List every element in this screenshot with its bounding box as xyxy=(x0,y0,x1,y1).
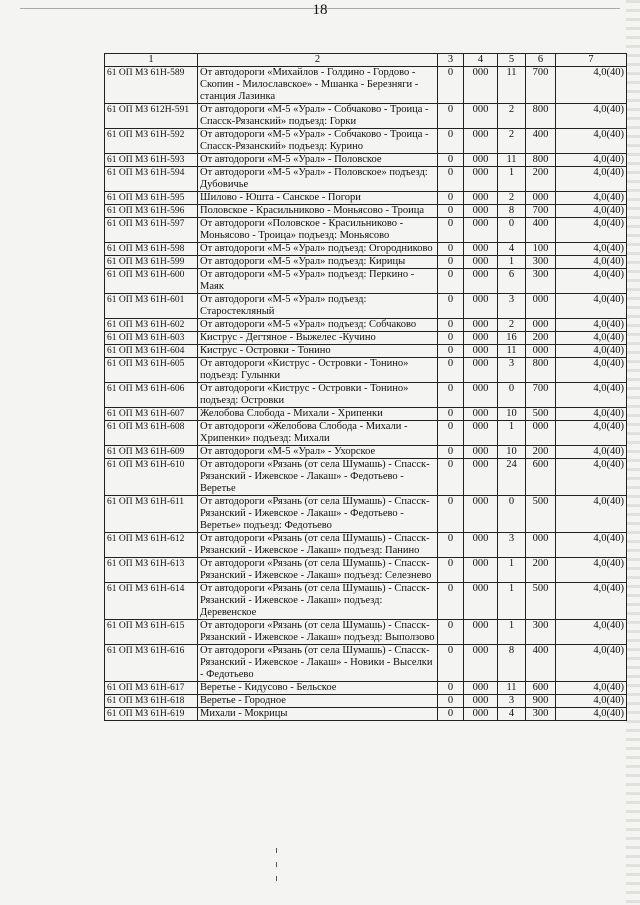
value-cell: 0 xyxy=(438,620,464,645)
value-cell: 0 xyxy=(438,459,464,496)
road-name-cell: От автодороги «Рязань (от села Шумашь) - Спасск-Рязанский - Ижевское - Лакаш» подъезд: Селезнево xyxy=(198,558,438,583)
column-header: 7 xyxy=(556,54,627,67)
column-header: 3 xyxy=(438,54,464,67)
km-cell: 11 xyxy=(498,682,526,695)
road-name-cell: От автодороги «М-5 «Урал» подъезд: Кирицы xyxy=(198,256,438,269)
table-row xyxy=(105,67,627,104)
page-number: 18 xyxy=(312,2,328,18)
category-cell: 4,0(40) xyxy=(556,269,627,294)
road-code-cell: 61 ОП МЗ 61Н-593 xyxy=(105,154,198,167)
road-name-cell: Киструс - Островки - Тонино xyxy=(198,345,438,358)
value-cell: 0 xyxy=(438,446,464,459)
column-header: 2 xyxy=(198,54,438,67)
value-cell: 0 xyxy=(438,583,464,620)
value-cell: 000 xyxy=(464,645,498,682)
road-code-cell: 61 ОП МЗ 61Н-599 xyxy=(105,256,198,269)
road-code-cell: 61 ОП МЗ 61Н-601 xyxy=(105,294,198,319)
road-code-cell: 61 ОП МЗ 61Н-607 xyxy=(105,408,198,421)
value-cell: 000 xyxy=(464,104,498,129)
value-cell: 0 xyxy=(438,695,464,708)
road-code-cell: 61 ОП МЗ 61Н-619 xyxy=(105,708,198,721)
category-cell: 4,0(40) xyxy=(556,708,627,721)
value-cell: 0 xyxy=(438,533,464,558)
category-cell: 4,0(40) xyxy=(556,167,627,192)
road-code-cell: 61 ОП МЗ 61Н-613 xyxy=(105,558,198,583)
value-cell: 0 xyxy=(438,421,464,446)
category-cell: 4,0(40) xyxy=(556,558,627,583)
road-code-cell: 61 ОП МЗ 61Н-604 xyxy=(105,345,198,358)
value-cell: 000 xyxy=(464,67,498,104)
km-cell: 1 xyxy=(498,558,526,583)
value-cell: 0 xyxy=(438,645,464,682)
category-cell: 4,0(40) xyxy=(556,256,627,269)
km-cell: 10 xyxy=(498,408,526,421)
value-cell: 0 xyxy=(438,319,464,332)
road-code-cell: 61 ОП МЗ 61Н-605 xyxy=(105,358,198,383)
km-cell: 2 xyxy=(498,319,526,332)
value-cell: 0 xyxy=(438,129,464,154)
road-name-cell: От автодороги «М-5 «Урал» подъезд: Огородниково xyxy=(198,243,438,256)
road-name-cell: От автодороги «Киструс - Островки - Тонино» подъезд: Островки xyxy=(198,383,438,408)
road-name-cell: От автодороги «М-5 «Урал» - Половское xyxy=(198,154,438,167)
road-name-cell: От автодороги «М-5 «Урал» - Собчаково - Троица - Спасск-Рязанский» подъезд: Курино xyxy=(198,129,438,154)
meters-cell: 800 xyxy=(526,154,556,167)
km-cell: 1 xyxy=(498,256,526,269)
scan-mark xyxy=(276,876,277,881)
meters-cell: 400 xyxy=(526,129,556,154)
road-code-cell: 61 ОП МЗ 61Н-617 xyxy=(105,682,198,695)
road-name-cell: От автодороги «Рязань (от села Шумашь) - Спасск-Рязанский - Ижевское - Лакаш» подъезд: Выползово xyxy=(198,620,438,645)
road-name-cell: Шилово - Юшта - Санское - Погори xyxy=(198,192,438,205)
km-cell: 2 xyxy=(498,104,526,129)
road-code-cell: 61 ОП МЗ 61Н-618 xyxy=(105,695,198,708)
category-cell: 4,0(40) xyxy=(556,358,627,383)
value-cell: 0 xyxy=(438,408,464,421)
roads-table xyxy=(104,53,627,721)
value-cell: 0 xyxy=(438,67,464,104)
table-row xyxy=(105,358,627,383)
meters-cell: 300 xyxy=(526,256,556,269)
meters-cell: 600 xyxy=(526,682,556,695)
road-name-cell: Михали - Мокрицы xyxy=(198,708,438,721)
scan-mark xyxy=(276,862,277,867)
meters-cell: 700 xyxy=(526,383,556,408)
km-cell: 3 xyxy=(498,358,526,383)
km-cell: 2 xyxy=(498,129,526,154)
scan-mark xyxy=(276,848,277,853)
road-code-cell: 61 ОП МЗ 61Н-616 xyxy=(105,645,198,682)
road-name-cell: Половское - Красильниково - Моньясово - Троица xyxy=(198,205,438,218)
road-name-cell: От автодороги «М-5 «Урал» - Собчаково - Троица - Спасск-Рязанский» подъезд: Горки xyxy=(198,104,438,129)
value-cell: 000 xyxy=(464,558,498,583)
km-cell: 1 xyxy=(498,620,526,645)
road-code-cell: 61 ОП МЗ 61Н-592 xyxy=(105,129,198,154)
km-cell: 24 xyxy=(498,459,526,496)
table-row xyxy=(105,256,627,269)
category-cell: 4,0(40) xyxy=(556,383,627,408)
value-cell: 000 xyxy=(464,459,498,496)
km-cell: 4 xyxy=(498,243,526,256)
value-cell: 0 xyxy=(438,192,464,205)
road-name-cell: От автодороги «Рязань (от села Шумашь) - Спасск-Рязанский - Ижевское - Лакаш» подъезд: Деревенское xyxy=(198,583,438,620)
category-cell: 4,0(40) xyxy=(556,695,627,708)
road-code-cell: 61 ОП МЗ 61Н-603 xyxy=(105,332,198,345)
value-cell: 0 xyxy=(438,558,464,583)
meters-cell: 100 xyxy=(526,243,556,256)
km-cell: 0 xyxy=(498,496,526,533)
table-row xyxy=(105,243,627,256)
road-code-cell: 61 ОП МЗ 61Н-602 xyxy=(105,319,198,332)
category-cell: 4,0(40) xyxy=(556,294,627,319)
road-code-cell: 61 ОП МЗ 61Н-608 xyxy=(105,421,198,446)
table-row xyxy=(105,682,627,695)
value-cell: 0 xyxy=(438,167,464,192)
table-row xyxy=(105,294,627,319)
meters-cell: 400 xyxy=(526,218,556,243)
road-code-cell: 61 ОП МЗ 61Н-598 xyxy=(105,243,198,256)
meters-cell: 700 xyxy=(526,67,556,104)
value-cell: 000 xyxy=(464,256,498,269)
table-row xyxy=(105,558,627,583)
road-name-cell: От автодороги «М-5 «Урал» подъезд: Перкино - Маяк xyxy=(198,269,438,294)
value-cell: 0 xyxy=(438,256,464,269)
table-row xyxy=(105,345,627,358)
road-name-cell: От автодороги «М-5 «Урал» подъезд: Собчаково xyxy=(198,319,438,332)
km-cell: 3 xyxy=(498,695,526,708)
value-cell: 0 xyxy=(438,218,464,243)
meters-cell: 200 xyxy=(526,446,556,459)
table-row xyxy=(105,383,627,408)
category-cell: 4,0(40) xyxy=(556,620,627,645)
km-cell: 11 xyxy=(498,67,526,104)
road-code-cell: 61 ОП МЗ 61Н-597 xyxy=(105,218,198,243)
table-row xyxy=(105,421,627,446)
category-cell: 4,0(40) xyxy=(556,332,627,345)
table-row xyxy=(105,129,627,154)
km-cell: 8 xyxy=(498,205,526,218)
road-code-cell: 61 ОП МЗ 61Н-612 xyxy=(105,533,198,558)
meters-cell: 300 xyxy=(526,269,556,294)
table-row xyxy=(105,620,627,645)
km-cell: 3 xyxy=(498,294,526,319)
category-cell: 4,0(40) xyxy=(556,345,627,358)
road-name-cell: От автодороги «Желобова Слобода - Михали - Хрипенки» подъезд: Михали xyxy=(198,421,438,446)
table-row xyxy=(105,695,627,708)
road-code-cell: 61 ОП МЗ 61Н-610 xyxy=(105,459,198,496)
road-name-cell: От автодороги «М-5 «Урал» подъезд: Старостекляный xyxy=(198,294,438,319)
column-header: 5 xyxy=(498,54,526,67)
road-name-cell: Веретье - Кидусово - Бельское xyxy=(198,682,438,695)
meters-cell: 500 xyxy=(526,496,556,533)
meters-cell: 000 xyxy=(526,294,556,319)
road-name-cell: От автодороги «М-5 «Урал» - Ухорское xyxy=(198,446,438,459)
road-code-cell: 61 ОП МЗ 61Н-615 xyxy=(105,620,198,645)
column-header: 1 xyxy=(105,54,198,67)
meters-cell: 000 xyxy=(526,421,556,446)
value-cell: 000 xyxy=(464,167,498,192)
meters-cell: 200 xyxy=(526,167,556,192)
road-code-cell: 61 ОП МЗ 61Н-606 xyxy=(105,383,198,408)
category-cell: 4,0(40) xyxy=(556,421,627,446)
category-cell: 4,0(40) xyxy=(556,205,627,218)
km-cell: 11 xyxy=(498,345,526,358)
table-row xyxy=(105,319,627,332)
value-cell: 0 xyxy=(438,332,464,345)
km-cell: 0 xyxy=(498,218,526,243)
value-cell: 000 xyxy=(464,243,498,256)
meters-cell: 800 xyxy=(526,104,556,129)
km-cell: 16 xyxy=(498,332,526,345)
value-cell: 000 xyxy=(464,408,498,421)
value-cell: 000 xyxy=(464,358,498,383)
category-cell: 4,0(40) xyxy=(556,533,627,558)
value-cell: 0 xyxy=(438,682,464,695)
value-cell: 000 xyxy=(464,620,498,645)
road-name-cell: От автодороги «Рязань (от села Шумашь) - Спасск-Рязанский - Ижевское - Лакаш» подъезд: Панино xyxy=(198,533,438,558)
value-cell: 000 xyxy=(464,294,498,319)
value-cell: 0 xyxy=(438,294,464,319)
category-cell: 4,0(40) xyxy=(556,192,627,205)
road-code-cell: 61 ОП МЗ 61Н-609 xyxy=(105,446,198,459)
road-code-cell: 61 ОП МЗ 61Н-614 xyxy=(105,583,198,620)
value-cell: 0 xyxy=(438,496,464,533)
km-cell: 1 xyxy=(498,167,526,192)
value-cell: 000 xyxy=(464,192,498,205)
table-row xyxy=(105,218,627,243)
table-row xyxy=(105,645,627,682)
table-row xyxy=(105,205,627,218)
category-cell: 4,0(40) xyxy=(556,218,627,243)
meters-cell: 500 xyxy=(526,408,556,421)
km-cell: 11 xyxy=(498,154,526,167)
value-cell: 0 xyxy=(438,154,464,167)
km-cell: 1 xyxy=(498,583,526,620)
value-cell: 000 xyxy=(464,708,498,721)
table-row xyxy=(105,269,627,294)
meters-cell: 000 xyxy=(526,345,556,358)
table-header-row xyxy=(105,54,627,67)
table-row xyxy=(105,583,627,620)
meters-cell: 400 xyxy=(526,645,556,682)
km-cell: 4 xyxy=(498,708,526,721)
road-name-cell: От автодороги «М-5 «Урал» - Половское» подъезд: Дубовичье xyxy=(198,167,438,192)
value-cell: 000 xyxy=(464,154,498,167)
km-cell: 1 xyxy=(498,421,526,446)
meters-cell: 300 xyxy=(526,620,556,645)
road-name-cell: От автодороги «Рязань (от села Шумашь) - Спасск-Рязанский - Ижевское - Лакаш» - Федотьево - Веретье» подъезд: Федотьево xyxy=(198,496,438,533)
value-cell: 000 xyxy=(464,421,498,446)
road-name-cell: От автодороги «Рязань (от села Шумашь) - Спасск-Рязанский - Ижевское - Лакаш» - Федотьево - Веретье xyxy=(198,459,438,496)
value-cell: 0 xyxy=(438,269,464,294)
value-cell: 000 xyxy=(464,332,498,345)
road-name-cell: От автодороги «Михайлов - Голдино - Гордово - Скопин - Милославское» - Мшанка - Березняги - станция Лазинка xyxy=(198,67,438,104)
value-cell: 000 xyxy=(464,583,498,620)
category-cell: 4,0(40) xyxy=(556,645,627,682)
table-row xyxy=(105,459,627,496)
table-row xyxy=(105,192,627,205)
road-code-cell: 61 ОП МЗ 612Н-591 xyxy=(105,104,198,129)
table-row xyxy=(105,154,627,167)
category-cell: 4,0(40) xyxy=(556,154,627,167)
value-cell: 000 xyxy=(464,533,498,558)
meters-cell: 700 xyxy=(526,205,556,218)
table-row xyxy=(105,408,627,421)
table-row xyxy=(105,104,627,129)
meters-cell: 000 xyxy=(526,533,556,558)
value-cell: 000 xyxy=(464,446,498,459)
value-cell: 000 xyxy=(464,695,498,708)
category-cell: 4,0(40) xyxy=(556,129,627,154)
meters-cell: 000 xyxy=(526,192,556,205)
road-name-cell: От автодороги «Киструс - Островки - Тонино» подъезд: Гулынки xyxy=(198,358,438,383)
km-cell: 6 xyxy=(498,269,526,294)
road-code-cell: 61 ОП МЗ 61Н-600 xyxy=(105,269,198,294)
road-code-cell: 61 ОП МЗ 61Н-594 xyxy=(105,167,198,192)
value-cell: 0 xyxy=(438,383,464,408)
value-cell: 0 xyxy=(438,205,464,218)
road-name-cell: Веретье - Городное xyxy=(198,695,438,708)
road-code-cell: 61 ОП МЗ 61Н-595 xyxy=(105,192,198,205)
road-name-cell: От автодороги «Половское - Красильниково - Моньясово - Троица» подъезд: Моньясово xyxy=(198,218,438,243)
km-cell: 2 xyxy=(498,192,526,205)
category-cell: 4,0(40) xyxy=(556,408,627,421)
value-cell: 0 xyxy=(438,345,464,358)
value-cell: 0 xyxy=(438,708,464,721)
km-cell: 3 xyxy=(498,533,526,558)
km-cell: 8 xyxy=(498,645,526,682)
column-header: 6 xyxy=(526,54,556,67)
meters-cell: 200 xyxy=(526,558,556,583)
meters-cell: 600 xyxy=(526,459,556,496)
category-cell: 4,0(40) xyxy=(556,104,627,129)
meters-cell: 000 xyxy=(526,319,556,332)
category-cell: 4,0(40) xyxy=(556,682,627,695)
road-name-cell: Желобова Слобода - Михали - Хрипенки xyxy=(198,408,438,421)
category-cell: 4,0(40) xyxy=(556,243,627,256)
value-cell: 0 xyxy=(438,243,464,256)
column-header: 4 xyxy=(464,54,498,67)
value-cell: 000 xyxy=(464,345,498,358)
table-row xyxy=(105,332,627,345)
road-name-cell: От автодороги «Рязань (от села Шумашь) - Спасск-Рязанский - Ижевское - Лакаш» - Новики - Выселки - Федотьево xyxy=(198,645,438,682)
value-cell: 000 xyxy=(464,682,498,695)
category-cell: 4,0(40) xyxy=(556,459,627,496)
value-cell: 000 xyxy=(464,383,498,408)
scan-right-edge xyxy=(626,0,640,905)
value-cell: 000 xyxy=(464,205,498,218)
value-cell: 000 xyxy=(464,319,498,332)
value-cell: 000 xyxy=(464,218,498,243)
road-code-cell: 61 ОП МЗ 61Н-611 xyxy=(105,496,198,533)
table-row xyxy=(105,708,627,721)
road-name-cell: Киструс - Дегтяное - Выжелес -Кучино xyxy=(198,332,438,345)
road-code-cell: 61 ОП МЗ 61Н-596 xyxy=(105,205,198,218)
value-cell: 0 xyxy=(438,104,464,129)
category-cell: 4,0(40) xyxy=(556,67,627,104)
km-cell: 10 xyxy=(498,446,526,459)
value-cell: 0 xyxy=(438,358,464,383)
table-row xyxy=(105,167,627,192)
meters-cell: 200 xyxy=(526,332,556,345)
value-cell: 000 xyxy=(464,269,498,294)
km-cell: 0 xyxy=(498,383,526,408)
meters-cell: 900 xyxy=(526,695,556,708)
category-cell: 4,0(40) xyxy=(556,446,627,459)
table-row xyxy=(105,496,627,533)
category-cell: 4,0(40) xyxy=(556,319,627,332)
meters-cell: 800 xyxy=(526,358,556,383)
value-cell: 000 xyxy=(464,129,498,154)
meters-cell: 500 xyxy=(526,583,556,620)
category-cell: 4,0(40) xyxy=(556,583,627,620)
table-row xyxy=(105,446,627,459)
category-cell: 4,0(40) xyxy=(556,496,627,533)
meters-cell: 300 xyxy=(526,708,556,721)
table-row xyxy=(105,533,627,558)
road-code-cell: 61 ОП МЗ 61Н-589 xyxy=(105,67,198,104)
value-cell: 000 xyxy=(464,496,498,533)
